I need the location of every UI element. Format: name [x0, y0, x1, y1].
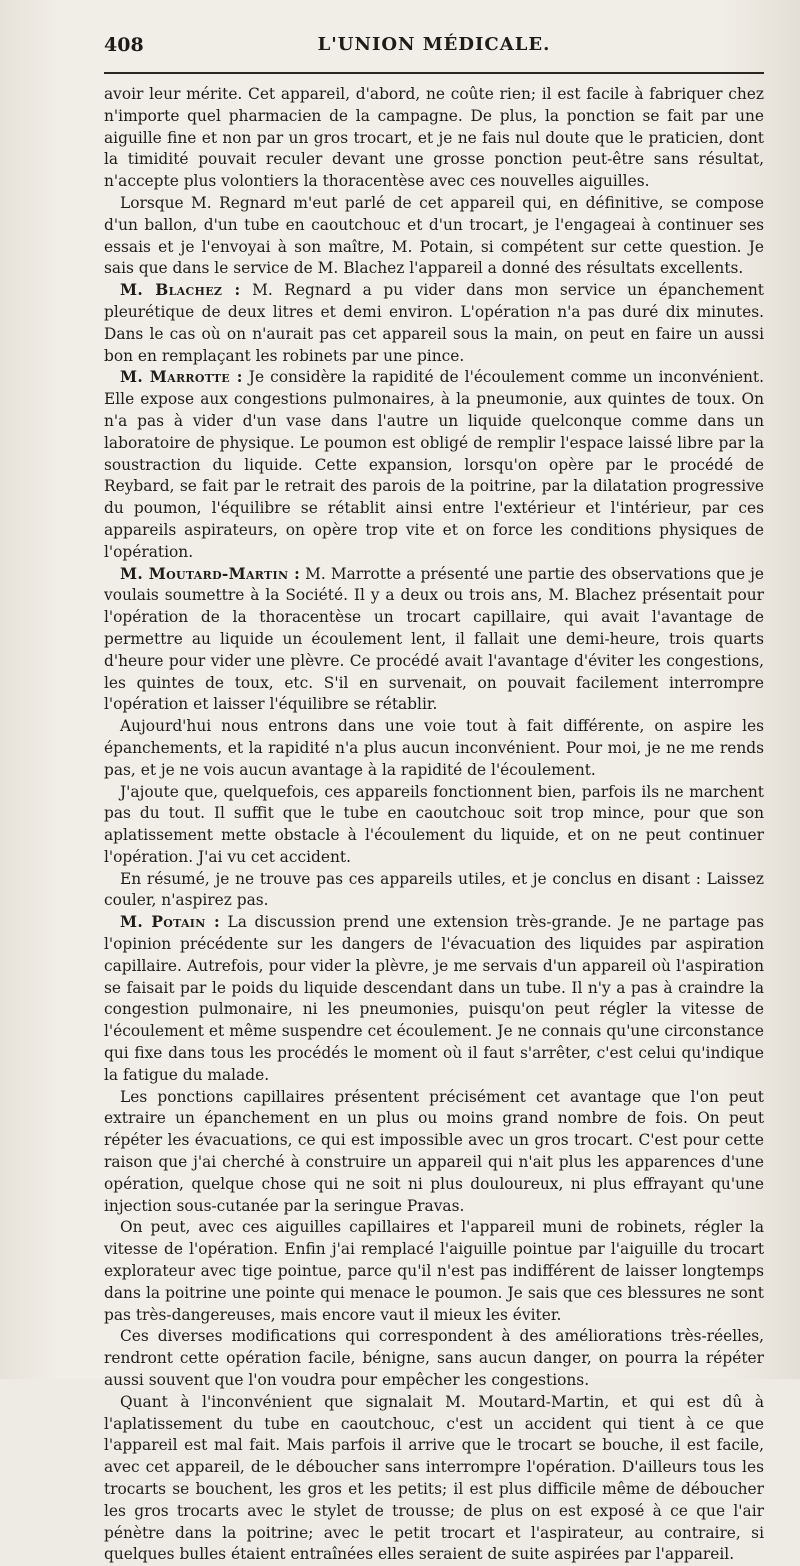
paragraph	[104, 1087, 764, 1218]
paragraph-text: Quant à l'inconvénient que signalait M. Moutard-Martin, et qui est dû à l'aplatissement du tube en caoutchouc, c'est un accident qui tient à ce que l'appareil est mal fait. Mais parfois il arrive que le trocart se bouche, il est facile, avec cet appareil, de le déboucher sans interrompre l'opération. D'ailleurs tous les trocarts se bouchent, les gros et les petits; il est plus difficile même de déboucher les gros trocarts avec le stylet de trousse; de plus on est exposé à ce que l'air pénètre dans la poitrine; avec le petit trocart et l'aspirateur, au contraire, si quelques bulles étaient entraînées elles seraient de suite aspirées par l'appareil.	[104, 1392, 764, 1564]
paragraph	[104, 1217, 764, 1326]
paragraph	[104, 564, 764, 717]
paragraph	[104, 1326, 764, 1391]
page-number: 408	[104, 34, 144, 56]
paragraph-text: Lorsque M. Regnard m'eut parlé de cet appareil qui, en définitive, se compose d'un ballon, d'un tube en caoutchouc et d'un trocart, je l'engageai à continuer ses essais et je l'envoyai à son maître, M. Potain, si compétent sur cette question. Je sais que dans le service de M. Blachez l'appareil a donné des résultats excellents.	[104, 193, 764, 278]
article-body	[104, 84, 764, 1566]
speaker-name: M. Marrotte :	[120, 368, 243, 387]
speaker-name: M. Potain :	[120, 913, 220, 932]
paragraph	[104, 869, 764, 913]
paragraph	[104, 280, 764, 367]
page-header	[104, 28, 764, 62]
paragraph	[104, 716, 764, 781]
paragraph-text: avoir leur mérite. Cet appareil, d'abord, ne coûte rien; il est facile à fabriquer chez n'importe quel pharmacien de la campagne. De plus, la ponction se fait par une aiguille fine et non par un gros trocart, et je ne fais nul doute que le praticien, dont la timidité pouvait reculer devant une grosse ponction peut-être sans résultat, n'accepte plus volontiers la thoracentèse avec ces nouvelles aiguilles.	[104, 85, 764, 191]
paragraph-text: J'ajoute que, quelquefois, ces appareils fonctionnent bien, parfois ils ne marchent pas du tout. Il suffit que le tube en caoutchouc soit trop mince, pour que son aplatissement mette obstacle à l'écoulement du liquide, et on ne peut continuer l'opération. J'ai vu cet accident.	[104, 782, 764, 866]
speaker-name: M. Moutard-Martin :	[120, 564, 301, 583]
paragraph-text: On peut, avec ces aiguilles capillaires et l'appareil muni de robinets, régler la vitesse de l'opération. Enfin j'ai remplacé l'aiguille pointue par l'aiguille du trocart explorateur avec tige pointue, parce qu'il n'est pas indifférent de laisser longtemps dans la poitrine une pointe qui menace le poumon. Je sais que ces blessures ne sont pas très-dangereuses, mais encore vaut il mieux les éviter.	[104, 1218, 764, 1324]
paragraph	[104, 84, 764, 193]
paragraph	[104, 193, 764, 280]
header-rule	[104, 72, 764, 74]
paragraph	[104, 367, 764, 563]
paragraph-text: M. Marrotte a présenté une partie des observations que je voulais soumettre à la Société. Il y a deux ou trois ans, M. Blachez présentait pour l'opération de la thoracentèse un trocart capillaire, qui avait l'avantage de permettre au liquide un écoulement lent, il fallait une demi-heure, trois quarts d'heure pour vider une plèvre. Ce procédé avait l'avantage d'éviter les congestions, les quintes de toux, etc. S'il en survenait, on pouvait facilement interrompre l'opération et laisser l'équilibre se rétablir.	[104, 564, 764, 714]
paragraph-text: Je considère la rapidité de l'écoulement comme un inconvénient. Elle expose aux congestions pulmonaires, à la pneumonie, aux quintes de toux. On n'a pas à vider d'un vase dans l'autre un liquide quelconque comme dans un laboratoire de physique. Le poumon est obligé de remplir l'espace laissé libre par la soustraction du liquide. Cette expansion, lorsqu'on opère par le procédé de Reybard, se fait par le retrait des parois de la poitrine, par la dilatation progressive du poumon, l'équilibre se rétablit ainsi entre l'extérieur et l'intérieur, par ces appareils aspirateurs, on opère trop vite et on force les conditions physiques de l'opération.	[104, 368, 764, 561]
paragraph-text: En résumé, je ne trouve pas ces appareils utiles, et je conclus en disant : Laissez couler, n'aspirez pas.	[104, 869, 764, 910]
paragraph	[104, 782, 764, 869]
paragraph-text: Les ponctions capillaires présentent précisément cet avantage que l'on peut extraire un épanchement en un plus ou moins grand nombre de fois. On peut répéter les évacuations, ce qui est impossible avec un gros trocart. C'est pour cette raison que j'ai cherché à construire un appareil qui n'ait plus les apparences d'une opération, quelque chose qui ne soit ni plus douloureux, ni plus effrayant qu'une injection sous-cutanée par la seringue Pravas.	[104, 1087, 764, 1215]
paragraph	[104, 1392, 764, 1566]
running-title: L'UNION MÉDICALE.	[317, 34, 551, 55]
paragraph-text: Aujourd'hui nous entrons dans une voie tout à fait différente, on aspire les épanchements, et la rapidité n'a plus aucun inconvénient. Pour moi, je ne me rends pas, et je ne vois aucun avantage à la rapidité de l'écoulement.	[104, 717, 764, 779]
paragraph-text: Ces diverses modifications qui correspondent à des améliorations très-réelles, rendront cette opération facile, bénigne, sans aucun danger, on pourra la répéter aussi souvent que l'on voudra pour empêcher les congestions.	[104, 1327, 764, 1390]
paragraph-text: La discussion prend une extension très-grande. Je ne partage pas l'opinion précédente sur les dangers de l'évacuation des liquides par aspiration capillaire. Autrefois, pour vider la plèvre, je me servais d'un appareil où l'aspiration se faisait par le poids du liquide descendant dans un tube. Il n'y a pas à craindre la congestion pulmonaire, ni les pneumonies, puisqu'on peut régler la vitesse de l'écoulement et même suspendre cet écoulement. Je ne connais qu'une circonstance qui fixe dans tous les procédés le moment où il faut s'arrêter, c'est celui qu'indique la fatigue du malade.	[104, 913, 764, 1084]
paragraph	[104, 912, 764, 1086]
speaker-name: M. Blachez :	[120, 281, 241, 300]
paragraph-text: M. Regnard a pu vider dans mon service un épanchement pleurétique de deux litres et demi environ. L'opération n'a pas duré dix minutes. Dans le cas où on n'aurait pas cet appareil sous la main, on peut en faire un aussi bon en remplaçant les robinets par une pince.	[104, 281, 764, 365]
